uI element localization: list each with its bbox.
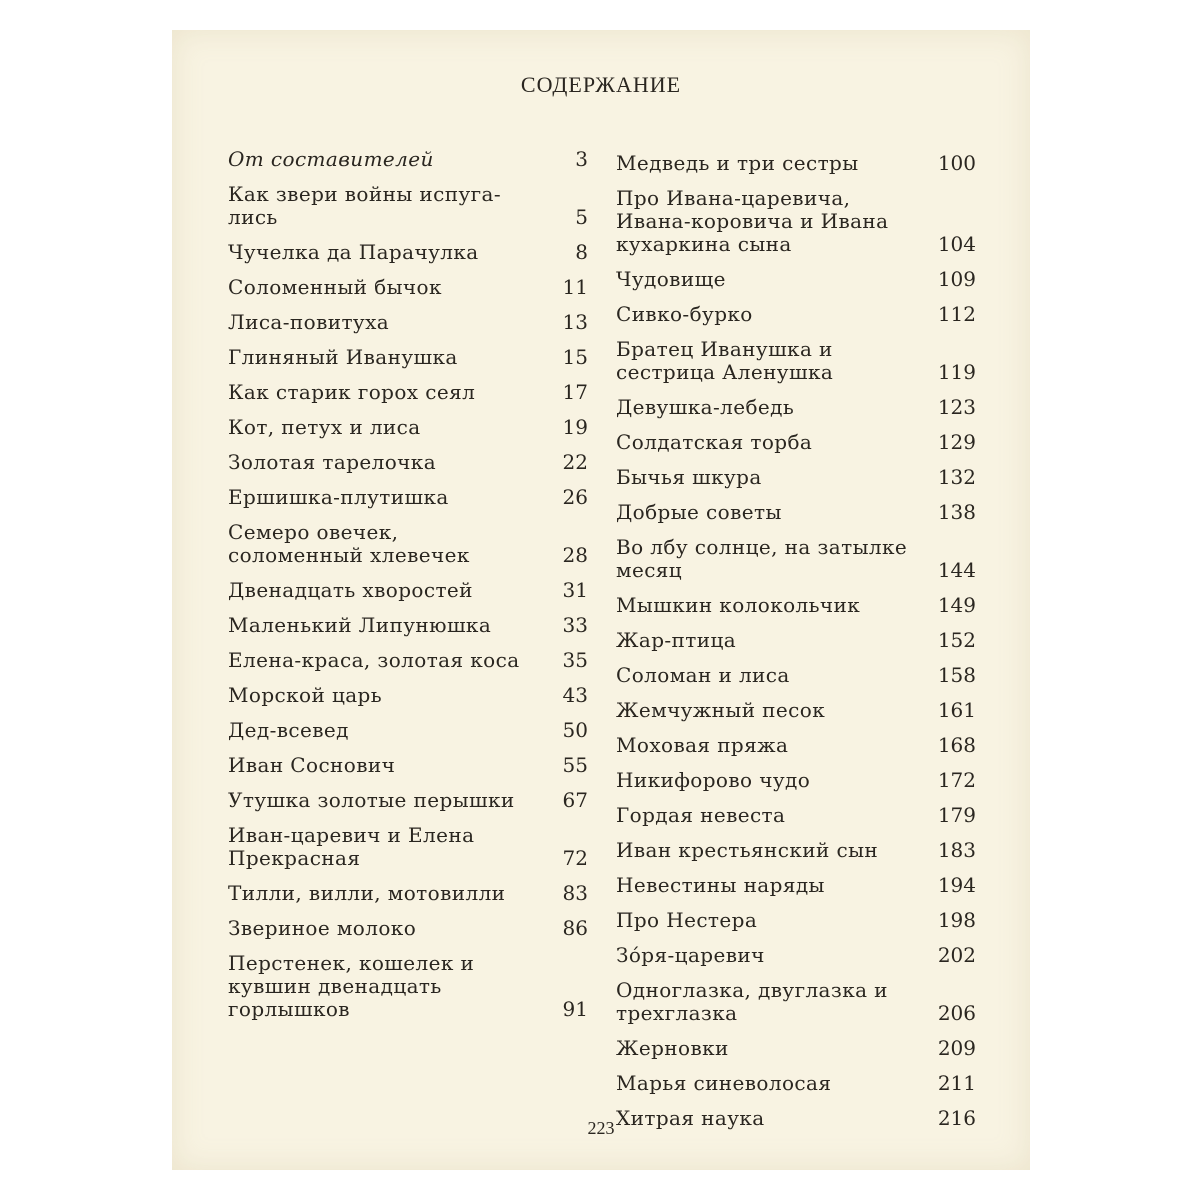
toc-entry-title: Чучелка да Парачулка [228, 240, 479, 264]
toc-entry [616, 874, 976, 897]
toc-entry-title: Соломан и лиса [616, 663, 790, 687]
toc-entry [616, 303, 976, 326]
toc-entry-title: Никифорово чудо [616, 768, 811, 792]
toc-entry-page: 161 [937, 698, 976, 722]
toc-entry-page: 112 [937, 302, 976, 326]
toc-entry-title: Дед-всевед [228, 718, 349, 742]
toc-entry-page: 202 [937, 943, 976, 967]
toc-entry-page: 149 [937, 593, 976, 617]
toc-entry-page: 158 [937, 663, 976, 687]
toc-entry-title: Ершишка-плутишка [228, 485, 449, 509]
toc-entry-title: Девушка-лебедь [616, 395, 795, 419]
toc-entry [616, 501, 976, 524]
toc-entry [616, 804, 976, 827]
toc-entry [616, 594, 976, 617]
toc-entry-title: Добрые советы [616, 500, 782, 524]
toc-entry-title: Одноглазка, двуглазка и трехглазка [616, 978, 888, 1025]
toc-entry [228, 684, 588, 707]
toc-entry [616, 839, 976, 862]
toc-entry [228, 416, 588, 439]
toc-entry [616, 431, 976, 454]
toc-entry-title: Как старик горох сеял [228, 380, 476, 404]
toc-entry-title: Утушка золотые перышки [228, 788, 515, 812]
toc-entry-title: Маленький Липунюшка [228, 613, 492, 637]
book-page [172, 30, 1030, 1170]
toc-entry-title: Морской царь [228, 683, 383, 707]
toc-column-left [228, 148, 588, 1033]
toc-entry-title: Невестины наряды [616, 873, 825, 897]
toc-entry-page: 211 [937, 1071, 976, 1095]
toc-entry [616, 1037, 976, 1060]
toc-entry-page: 11 [562, 275, 588, 299]
toc-entry [616, 268, 976, 291]
toc-entry-page: 132 [937, 465, 976, 489]
toc-entry-page: 72 [562, 846, 588, 870]
toc-entry [616, 909, 976, 932]
toc-entry-page: 172 [937, 768, 976, 792]
toc-entry-page: 168 [937, 733, 976, 757]
toc-entry-title: От составителей [228, 147, 434, 171]
toc-entry-title: Звериное молоко [228, 916, 417, 940]
toc-entry-page: 3 [575, 147, 588, 171]
toc-entry [616, 944, 976, 967]
toc-entry-page: 123 [937, 395, 976, 419]
toc-entry-title: Медведь и три сестры [616, 151, 859, 175]
toc-entry [228, 241, 588, 264]
toc-entry-page: 100 [937, 151, 976, 175]
toc-entry [616, 979, 976, 1025]
toc-entry-title: Про Ивана-царевича, Ивана-коровича и Ивана кухаркина сына [616, 186, 889, 256]
toc-column-right [616, 152, 976, 1142]
toc-entry [228, 824, 588, 870]
toc-entry [228, 381, 588, 404]
toc-entry [228, 486, 588, 509]
toc-entry-title: Бычья шкура [616, 465, 762, 489]
toc-entry-page: 55 [562, 753, 588, 777]
toc-entry-title: Иван крестьянский сын [616, 838, 879, 862]
toc-entry-title: Во лбу солнце, на затылке месяц [616, 535, 908, 582]
toc-entry-page: 8 [575, 240, 588, 264]
toc-entry-page: 91 [562, 997, 588, 1021]
toc-entry-title: Елена-краса, золотая коса [228, 648, 520, 672]
page-number: 223 [587, 1118, 615, 1138]
toc-entry-title: Жемчужный песок [616, 698, 826, 722]
toc-entry [616, 664, 976, 687]
toc-entry-title: Хитрая наука [616, 1106, 765, 1130]
toc-entry-page: 19 [562, 415, 588, 439]
toc-entry-title: Жерновки [616, 1036, 729, 1060]
toc-entry-title: Двенадцать хворостей [228, 578, 473, 602]
toc-entry [228, 579, 588, 602]
toc-entry-title: Лиса-повитуха [228, 310, 390, 334]
toc-entry-page: 31 [562, 578, 588, 602]
toc-entry-page: 179 [937, 803, 976, 827]
toc-entry-title: Про Нестера [616, 908, 758, 932]
toc-entry-page: 26 [562, 485, 588, 509]
toc-entry-title: Как звери войны испуга-лись [228, 182, 501, 229]
toc-entry [228, 789, 588, 812]
toc-entry-page: 22 [562, 450, 588, 474]
toc-entry [616, 187, 976, 256]
toc-entry-page: 109 [937, 267, 976, 291]
toc-entry-title: Солдатская торба [616, 430, 813, 454]
toc-entry-page: 144 [937, 558, 976, 582]
toc-entry [616, 338, 976, 384]
toc-entry-page: 86 [562, 916, 588, 940]
page-title: СОДЕРЖАНИЕ [520, 72, 682, 97]
toc-entry [616, 1072, 976, 1095]
toc-entry-title: Тилли, вилли, мотовилли [228, 881, 506, 905]
toc-entry-title: Соломенный бычок [228, 275, 442, 299]
toc-entry [228, 346, 588, 369]
toc-entry [228, 276, 588, 299]
toc-entry-title: Марья синеволосая [616, 1071, 832, 1095]
toc-entry-page: 216 [937, 1106, 976, 1130]
toc-entry-title: Гордая невеста [616, 803, 786, 827]
toc-entry-page: 35 [562, 648, 588, 672]
toc-entry [616, 152, 976, 175]
toc-entry [228, 917, 588, 940]
toc-entry [228, 719, 588, 742]
toc-entry [228, 311, 588, 334]
toc-entry-title: Семеро овечек, соломенный хлевечек [228, 520, 470, 567]
toc-entry [616, 699, 976, 722]
toc-entry-page: 50 [562, 718, 588, 742]
toc-entry [228, 614, 588, 637]
toc-entry-page: 67 [562, 788, 588, 812]
toc-entry-page: 119 [937, 360, 976, 384]
toc-entry-title: Перстенек, кошелек и кувшин двенадцать горлышков [228, 951, 475, 1021]
toc-entry [616, 466, 976, 489]
toc-entry-page: 13 [562, 310, 588, 334]
toc-entry-page: 129 [937, 430, 976, 454]
toc-entry-title: Кот, петух и лиса [228, 415, 421, 439]
toc-entry-page: 138 [937, 500, 976, 524]
toc-entry-title: Иван Соснович [228, 753, 396, 777]
toc-entry [616, 734, 976, 757]
toc-entry-page: 83 [562, 881, 588, 905]
toc-entry-page: 206 [937, 1001, 976, 1025]
toc-entry [228, 754, 588, 777]
toc-entry [616, 769, 976, 792]
toc-entry-page: 152 [937, 628, 976, 652]
toc-entry [228, 952, 588, 1021]
toc-entry [228, 521, 588, 567]
toc-entry-title: Глиняный Иванушка [228, 345, 458, 369]
toc-entry-page: 43 [562, 683, 588, 707]
toc-entry-page: 104 [937, 232, 976, 256]
toc-entry-title: Чудовище [616, 267, 726, 291]
toc-entry-title: Жар-птица [616, 628, 737, 652]
toc-entry [228, 451, 588, 474]
toc-entry-page: 17 [562, 380, 588, 404]
toc-entry [228, 183, 588, 229]
toc-entry-page: 183 [937, 838, 976, 862]
toc-entry-page: 28 [562, 543, 588, 567]
toc-entry [228, 882, 588, 905]
toc-entry-title: Мышкин колокольчик [616, 593, 861, 617]
toc-entry [616, 629, 976, 652]
toc-entry [616, 396, 976, 419]
toc-entry-title: Братец Иванушка и сестрица Аленушка [616, 337, 834, 384]
toc-entry-page: 209 [937, 1036, 976, 1060]
toc-entry [616, 536, 976, 582]
toc-entry-page: 5 [575, 205, 588, 229]
toc-entry-page: 198 [937, 908, 976, 932]
toc-entry-title: Зо́ря-царевич [616, 943, 765, 967]
toc-entry-page: 33 [562, 613, 588, 637]
toc-entry-page: 15 [562, 345, 588, 369]
toc-entry [228, 148, 588, 171]
toc-entry-title: Иван-царевич и Елена Прекрасная [228, 823, 475, 870]
toc-entry [228, 649, 588, 672]
toc-entry-page: 194 [937, 873, 976, 897]
toc-entry-title: Моховая пряжа [616, 733, 789, 757]
toc-entry-title: Золотая тарелочка [228, 450, 437, 474]
toc-entry-title: Сивко-бурко [616, 302, 753, 326]
